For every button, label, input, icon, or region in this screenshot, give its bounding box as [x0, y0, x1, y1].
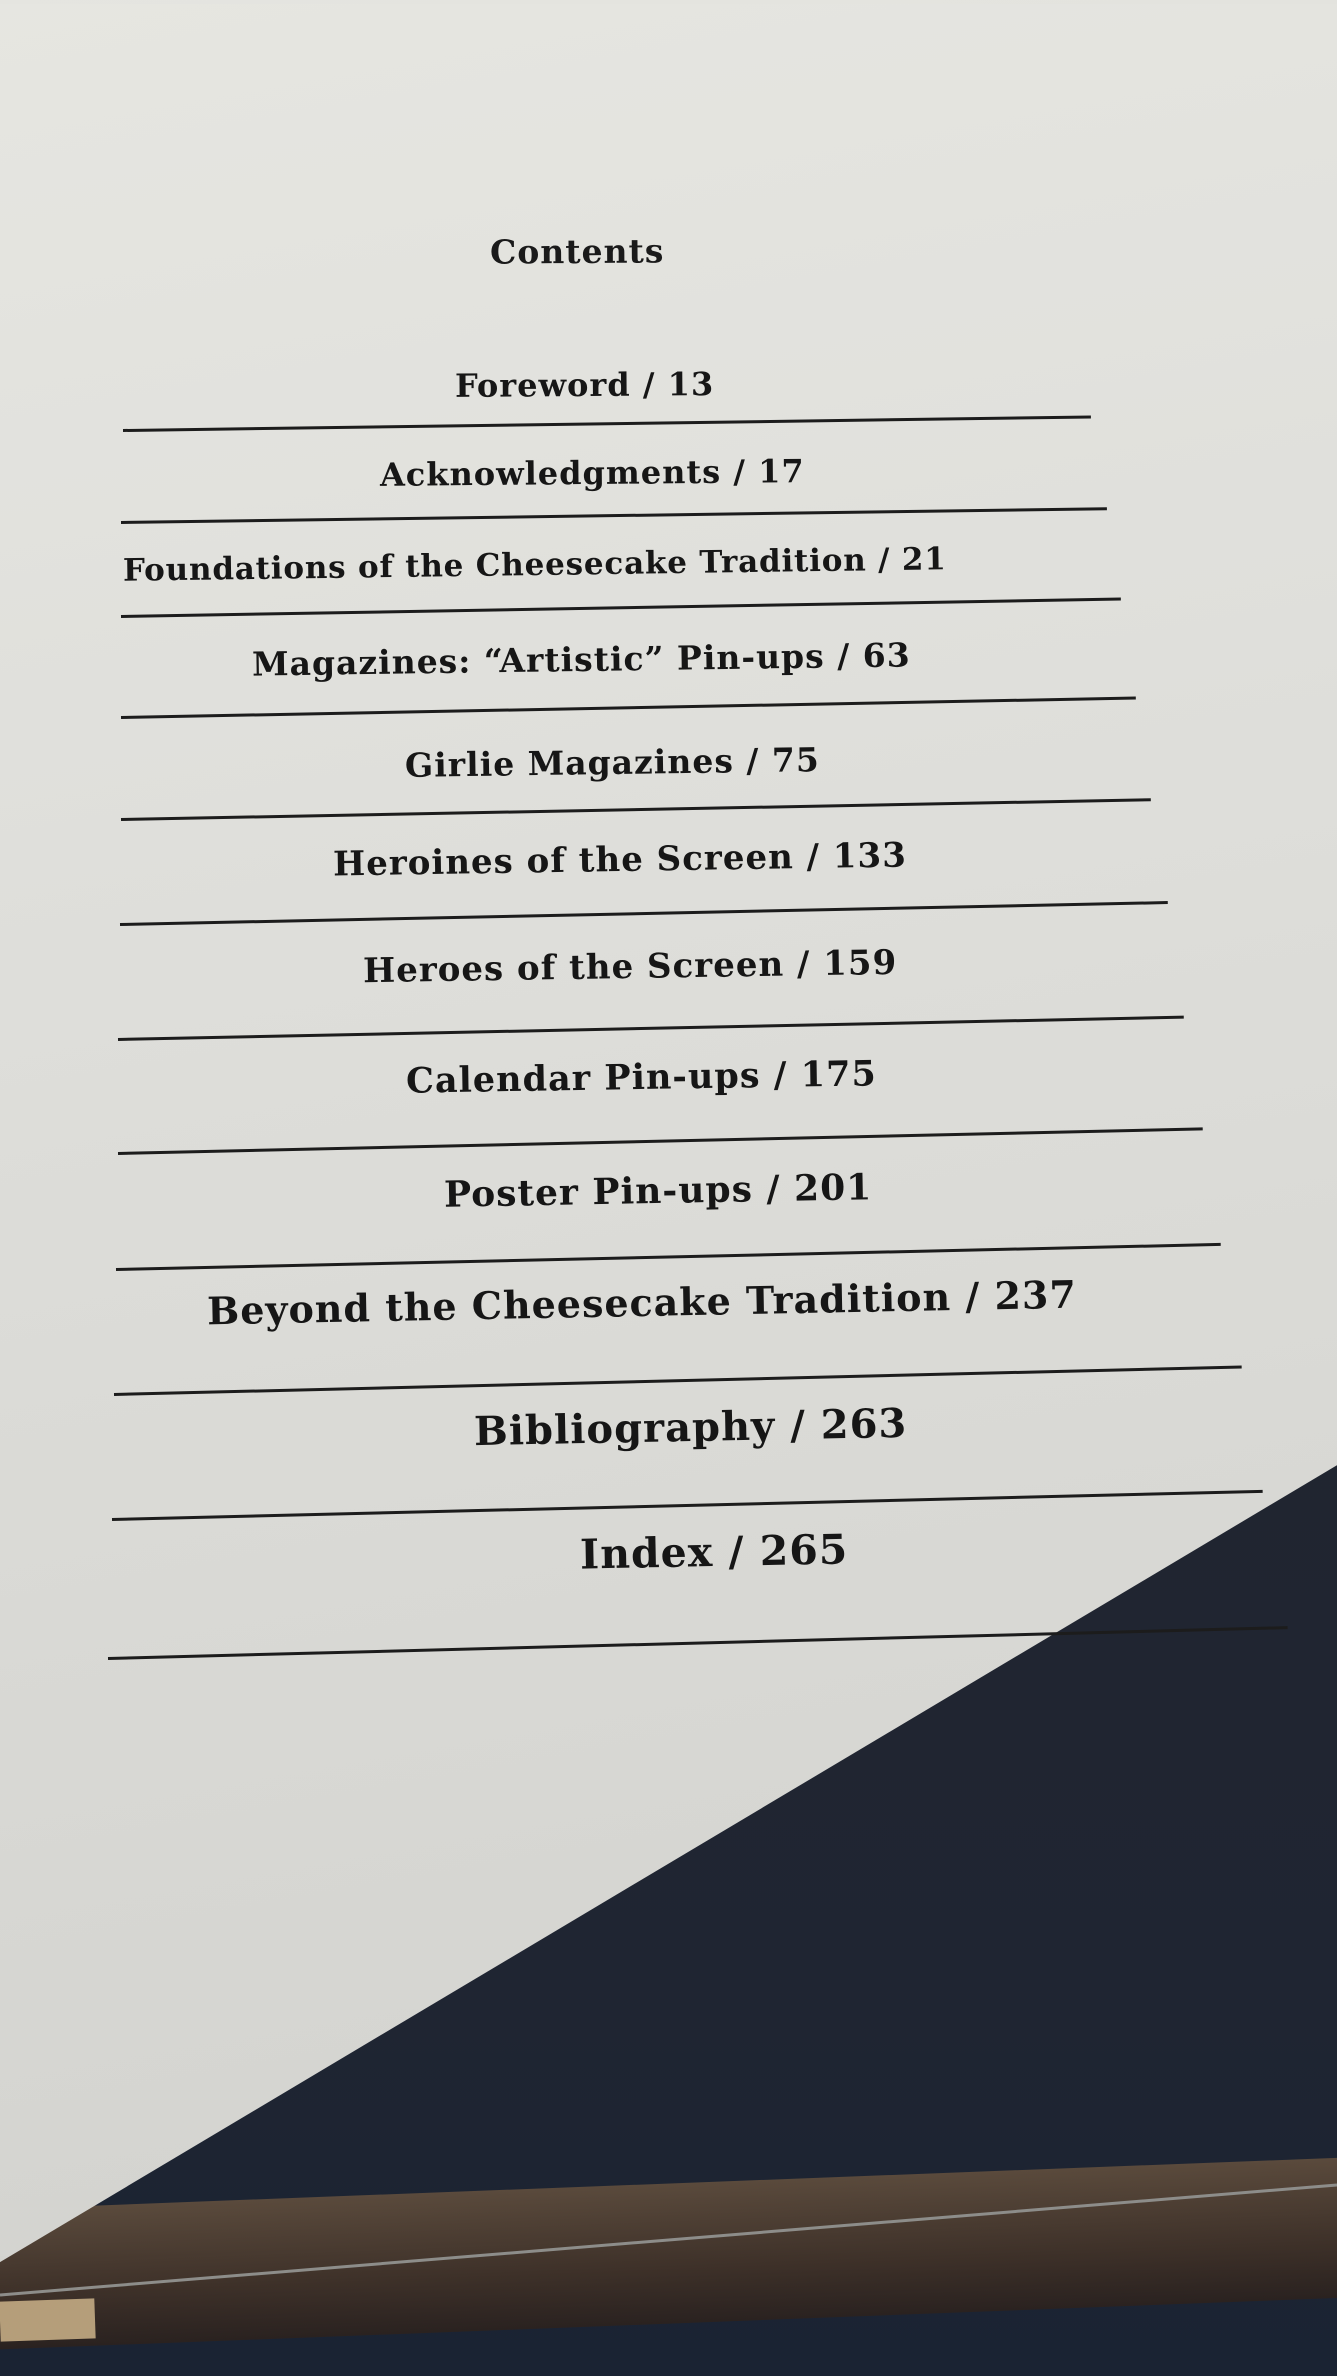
toc-entry-title: Girlie Magazines	[404, 741, 735, 785]
toc-entry-page: 17	[757, 452, 805, 491]
toc-rule	[120, 901, 1168, 926]
toc-entry-page: 263	[820, 1399, 908, 1449]
toc-entry-girlie-magazines: Girlie Magazines / 75	[404, 740, 821, 785]
toc-entry-bibliography: Bibliography / 263	[473, 1399, 908, 1456]
toc-entry-page: 75	[771, 740, 821, 780]
toc-entry-title: Poster Pin-ups	[443, 1168, 754, 1216]
toc-entry-title: Bibliography	[473, 1402, 776, 1456]
toc-rule	[121, 798, 1151, 821]
toc-entry-beyond: Beyond the Cheesecake Tradition / 237	[206, 1271, 1078, 1334]
toc-entry-page: 63	[862, 635, 911, 676]
toc-entry-title: Acknowledgments	[379, 452, 722, 494]
toc-entry-title: Heroines of the Screen	[332, 837, 795, 885]
toc-rule	[121, 598, 1121, 618]
toc-entry-page: 265	[759, 1525, 849, 1576]
toc-entry-heroes: Heroes of the Screen / 159	[362, 942, 898, 992]
toc-entry-calendar: Calendar Pin-ups / 175	[405, 1053, 878, 1102]
toc-entry-poster: Poster Pin-ups / 201	[443, 1166, 873, 1216]
toc-entry-foreword: Foreword / 13	[454, 365, 715, 405]
toc-rule	[108, 1626, 1288, 1660]
toc-entry-page: 175	[800, 1053, 878, 1096]
toc-rule	[121, 507, 1107, 524]
toc-entry-page: 13	[667, 365, 715, 404]
toc-entry-acknowledgments: Acknowledgments / 17	[379, 452, 805, 494]
toc-rule	[121, 697, 1136, 719]
toc-entry-page: 133	[832, 835, 908, 877]
toc-entry-page: 159	[822, 942, 898, 984]
toc-entry-page: 237	[994, 1271, 1078, 1319]
toc-entry-title: Heroes of the Screen	[362, 944, 785, 992]
toc-entry-title: Foreword	[454, 365, 631, 405]
toc-rule	[118, 1016, 1184, 1041]
toc-entry-title: Magazines: “Artistic” Pin-ups	[251, 636, 825, 684]
toc-entry-title: Calendar Pin-ups	[405, 1055, 761, 1102]
toc-entry-foundations: Foundations of the Cheesecake Tradition / 21	[122, 541, 947, 589]
toc-entry-title: Foundations of the Cheesecake Tradition	[122, 542, 867, 589]
contents-title: Contents	[489, 231, 665, 272]
toc-rule	[116, 1243, 1221, 1271]
toc-entry-title: Index	[579, 1528, 714, 1579]
toc-rule	[114, 1365, 1242, 1396]
toc-entry-page: 21	[901, 541, 947, 578]
toc-entry-artistic-magazines: Magazines: “Artistic” Pin-ups / 63	[251, 635, 911, 684]
toc-rule	[118, 1127, 1203, 1155]
toc-rule	[123, 415, 1091, 432]
toc-entry-heroines: Heroines of the Screen / 133	[332, 835, 908, 885]
toc-rule	[112, 1490, 1263, 1521]
toc-entry-title: Beyond the Cheesecake Tradition	[206, 1274, 952, 1334]
toc-entry-index: Index / 265	[579, 1525, 849, 1579]
toc-entry-page: 201	[793, 1166, 873, 1210]
